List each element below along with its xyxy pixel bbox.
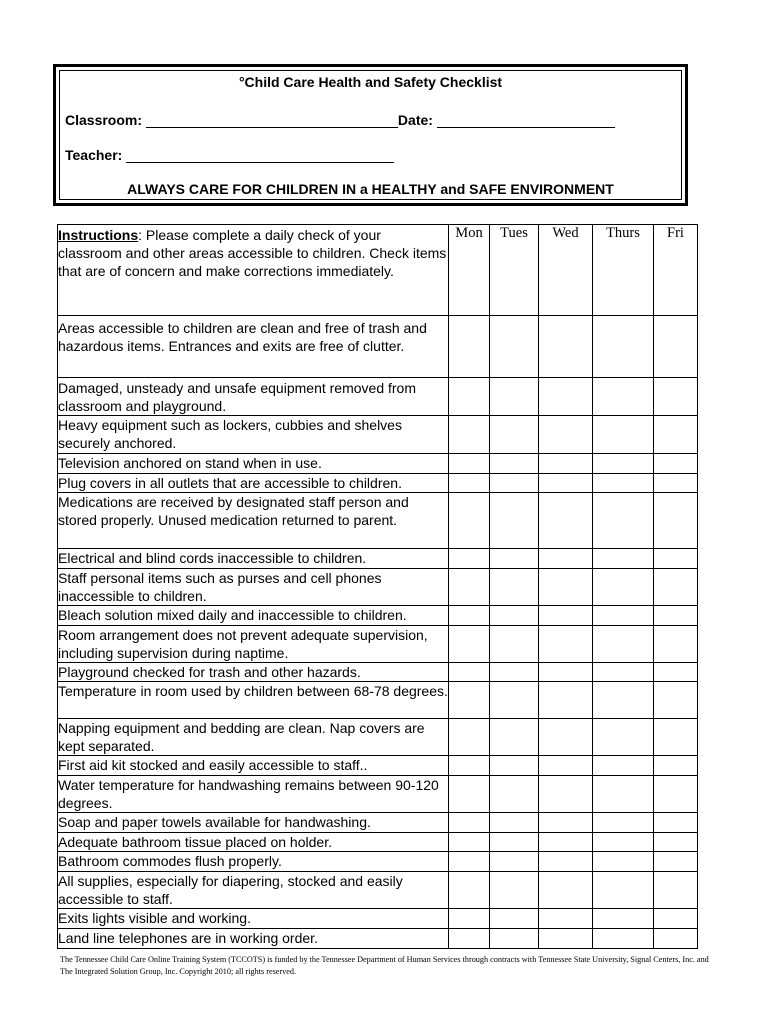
check-cell-mon[interactable] (449, 416, 490, 454)
check-cell-tues[interactable] (490, 416, 539, 454)
check-cell-tues[interactable] (490, 833, 539, 852)
checklist-item-text: Medications are received by designated staff person and stored properly. Unused medication returned to parent. (58, 493, 449, 549)
check-cell-mon[interactable] (449, 474, 490, 493)
check-cell-wed[interactable] (539, 852, 593, 872)
check-cell-thurs[interactable] (593, 606, 654, 626)
check-cell-thurs[interactable] (593, 626, 654, 663)
check-cell-thurs[interactable] (593, 929, 654, 949)
checklist-title: °Child Care Health and Safety Checklist (238, 74, 503, 90)
check-cell-tues[interactable] (490, 549, 539, 569)
check-cell-thurs[interactable] (593, 316, 654, 378)
checklist-item-text: Staff personal items such as purses and cell phones inaccessible to children. (58, 569, 449, 606)
check-cell-fri[interactable] (654, 606, 698, 626)
checklist-row (58, 316, 698, 378)
check-cell-tues[interactable] (490, 756, 539, 776)
check-cell-mon[interactable] (449, 606, 490, 626)
checklist-row (58, 454, 698, 474)
check-cell-thurs[interactable] (593, 549, 654, 569)
check-cell-wed[interactable] (539, 833, 593, 852)
check-cell-thurs[interactable] (593, 378, 654, 416)
check-cell-wed[interactable] (539, 454, 593, 474)
check-cell-tues[interactable] (490, 872, 539, 909)
check-cell-wed[interactable] (539, 909, 593, 929)
check-cell-fri[interactable] (654, 569, 698, 606)
check-cell-wed[interactable] (539, 813, 593, 833)
instructions-text: : Please complete a daily check of your classroom and other areas accessible to children. Check items that are of concern and make corrections immediately. (58, 227, 447, 279)
check-cell-mon[interactable] (449, 663, 490, 682)
check-cell-wed[interactable] (539, 606, 593, 626)
check-cell-fri[interactable] (654, 316, 698, 378)
check-cell-thurs[interactable] (593, 474, 654, 493)
check-cell-tues[interactable] (490, 569, 539, 606)
check-cell-wed[interactable] (539, 493, 593, 549)
checklist-row (58, 493, 698, 549)
check-cell-fri[interactable] (654, 493, 698, 549)
checklist-item-text: Damaged, unsteady and unsafe equipment removed from classroom and playground. (58, 378, 449, 416)
checklist-row (58, 852, 698, 872)
check-cell-wed[interactable] (539, 682, 593, 719)
check-cell-fri[interactable] (654, 719, 698, 756)
checklist-item-text: Adequate bathroom tissue placed on holder. (58, 833, 449, 852)
teacher-label: Teacher: (65, 147, 123, 163)
check-cell-fri[interactable] (654, 852, 698, 872)
check-cell-fri[interactable] (654, 682, 698, 719)
check-cell-wed[interactable] (539, 569, 593, 606)
check-cell-thurs[interactable] (593, 416, 654, 454)
classroom-label: Classroom: (65, 112, 143, 128)
check-cell-mon[interactable] (449, 454, 490, 474)
checklist-row (58, 626, 698, 663)
checklist-item-text: Bathroom commodes flush properly. (58, 852, 449, 872)
check-cell-thurs[interactable] (593, 776, 654, 813)
check-cell-mon[interactable] (449, 682, 490, 719)
check-cell-tues[interactable] (490, 776, 539, 813)
check-cell-mon[interactable] (449, 719, 490, 756)
checklist-item-text: Napping equipment and bedding are clean. Nap covers are kept separated. (58, 719, 449, 756)
check-cell-tues[interactable] (490, 316, 539, 378)
check-cell-thurs[interactable] (593, 872, 654, 909)
checklist-item-text: Playground checked for trash and other hazards. (58, 663, 449, 682)
check-cell-wed[interactable] (539, 549, 593, 569)
header-box (53, 64, 688, 206)
instructions-cell (58, 225, 449, 316)
check-cell-tues[interactable] (490, 493, 539, 549)
check-cell-tues[interactable] (490, 929, 539, 949)
checklist-row (58, 606, 698, 626)
check-cell-thurs[interactable] (593, 719, 654, 756)
checklist-row (58, 909, 698, 929)
check-cell-fri[interactable] (654, 776, 698, 813)
checklist-row (58, 929, 698, 949)
day-header-mon: Mon (449, 225, 490, 316)
check-cell-wed[interactable] (539, 719, 593, 756)
check-cell-thurs[interactable] (593, 833, 654, 852)
check-cell-tues[interactable] (490, 474, 539, 493)
checklist-row (58, 416, 698, 454)
checklist-row (58, 833, 698, 852)
check-cell-mon[interactable] (449, 549, 490, 569)
check-cell-mon[interactable] (449, 493, 490, 549)
check-cell-mon[interactable] (449, 852, 490, 872)
check-cell-wed[interactable] (539, 626, 593, 663)
check-cell-fri[interactable] (654, 756, 698, 776)
checklist-item-text: Exits lights visible and working. (58, 909, 449, 929)
check-cell-fri[interactable] (654, 626, 698, 663)
check-cell-tues[interactable] (490, 663, 539, 682)
checklist-row (58, 776, 698, 813)
safety-motto: ALWAYS CARE FOR CHILDREN IN a HEALTHY and SAFE ENVIRONMENT (127, 181, 614, 197)
checklist-item-text: Television anchored on stand when in use. (58, 454, 449, 474)
check-cell-fri[interactable] (654, 929, 698, 949)
check-cell-mon[interactable] (449, 756, 490, 776)
check-cell-tues[interactable] (490, 682, 539, 719)
check-cell-mon[interactable] (449, 378, 490, 416)
check-cell-mon[interactable] (449, 569, 490, 606)
check-cell-wed[interactable] (539, 756, 593, 776)
check-cell-thurs[interactable] (593, 682, 654, 719)
check-cell-thurs[interactable] (593, 663, 654, 682)
teacher-line[interactable] (126, 148, 394, 163)
check-cell-thurs[interactable] (593, 454, 654, 474)
check-cell-wed[interactable] (539, 474, 593, 493)
check-cell-mon[interactable] (449, 929, 490, 949)
checklist-item-text: Areas accessible to children are clean and free of trash and hazardous items. Entrances and exits are free of clutter. (58, 316, 449, 378)
checklist-row (58, 378, 698, 416)
check-cell-thurs[interactable] (593, 813, 654, 833)
checklist-table (57, 224, 698, 949)
checklist-row (58, 663, 698, 682)
check-cell-fri[interactable] (654, 549, 698, 569)
check-cell-tues[interactable] (490, 852, 539, 872)
check-cell-thurs[interactable] (593, 909, 654, 929)
check-cell-mon[interactable] (449, 833, 490, 852)
check-cell-fri[interactable] (654, 454, 698, 474)
day-header-thurs: Thurs (593, 225, 654, 316)
check-cell-thurs[interactable] (593, 569, 654, 606)
check-cell-tues[interactable] (490, 719, 539, 756)
check-cell-tues[interactable] (490, 813, 539, 833)
check-cell-fri[interactable] (654, 378, 698, 416)
check-cell-fri[interactable] (654, 813, 698, 833)
instructions-heading: Instructions (58, 227, 139, 243)
checklist-row (58, 682, 698, 719)
check-cell-wed[interactable] (539, 872, 593, 909)
checklist-row (58, 813, 698, 833)
checklist-row (58, 719, 698, 756)
check-cell-fri[interactable] (654, 416, 698, 454)
classroom-field[interactable] (65, 112, 615, 128)
checklist-item-text: Room arrangement does not prevent adequate supervision, including supervision during naptime. (58, 626, 449, 663)
check-cell-wed[interactable] (539, 776, 593, 813)
checklist-item-text: Plug covers in all outlets that are accessible to children. (58, 474, 449, 493)
checklist-item-text: First aid kit stocked and easily accessible to staff.. (58, 756, 449, 776)
check-cell-thurs[interactable] (593, 852, 654, 872)
checklist-row (58, 569, 698, 606)
check-cell-tues[interactable] (490, 378, 539, 416)
check-cell-thurs[interactable] (593, 756, 654, 776)
check-cell-tues[interactable] (490, 606, 539, 626)
footer-copyright: The Tennessee Child Care Online Training System (TCCOTS) is funded by the Tennessee Department of Human Services through contracts with Tennessee State University, Signal Centers, Inc. and The Integrated Solution Group, Inc. Copyright 2010; all rights reserved. (60, 955, 709, 976)
check-cell-mon[interactable] (449, 776, 490, 813)
check-cell-wed[interactable] (539, 378, 593, 416)
checklist-row (58, 549, 698, 569)
classroom-line[interactable] (146, 113, 398, 128)
check-cell-wed[interactable] (539, 416, 593, 454)
check-cell-fri[interactable] (654, 909, 698, 929)
checklist-row (58, 756, 698, 776)
check-cell-tues[interactable] (490, 909, 539, 929)
check-cell-mon[interactable] (449, 813, 490, 833)
checklist-item-text: Bleach solution mixed daily and inaccessible to children. (58, 606, 449, 626)
check-cell-mon[interactable] (449, 626, 490, 663)
date-line[interactable] (437, 113, 615, 128)
checklist-item-text: Water temperature for handwashing remains between 90-120 degrees. (58, 776, 449, 813)
check-cell-mon[interactable] (449, 316, 490, 378)
check-cell-fri[interactable] (654, 833, 698, 852)
instructions-row (58, 225, 698, 316)
day-header-wed: Wed (539, 225, 593, 316)
checklist-row (58, 474, 698, 493)
check-cell-fri[interactable] (654, 872, 698, 909)
check-cell-wed[interactable] (539, 663, 593, 682)
date-label: Date: (397, 112, 433, 128)
check-cell-fri[interactable] (654, 663, 698, 682)
checklist-item-text: Heavy equipment such as lockers, cubbies and shelves securely anchored. (58, 416, 449, 454)
check-cell-mon[interactable] (449, 872, 490, 909)
checklist-row (58, 872, 698, 909)
checklist-item-text: Temperature in room used by children between 68-78 degrees. (58, 682, 449, 719)
check-cell-tues[interactable] (490, 626, 539, 663)
checklist-item-text: Soap and paper towels available for handwashing. (58, 813, 449, 833)
day-header-fri: Fri (654, 225, 698, 316)
checklist-item-text: All supplies, especially for diapering, stocked and easily accessible to staff. (58, 872, 449, 909)
check-cell-fri[interactable] (654, 474, 698, 493)
check-cell-wed[interactable] (539, 929, 593, 949)
checklist-item-text: Land line telephones are in working order. (58, 929, 449, 949)
check-cell-tues[interactable] (490, 454, 539, 474)
check-cell-mon[interactable] (449, 909, 490, 929)
day-header-tues: Tues (490, 225, 539, 316)
check-cell-thurs[interactable] (593, 493, 654, 549)
check-cell-wed[interactable] (539, 316, 593, 378)
teacher-field[interactable] (65, 147, 394, 163)
checklist-item-text: Electrical and blind cords inaccessible to children. (58, 549, 449, 569)
